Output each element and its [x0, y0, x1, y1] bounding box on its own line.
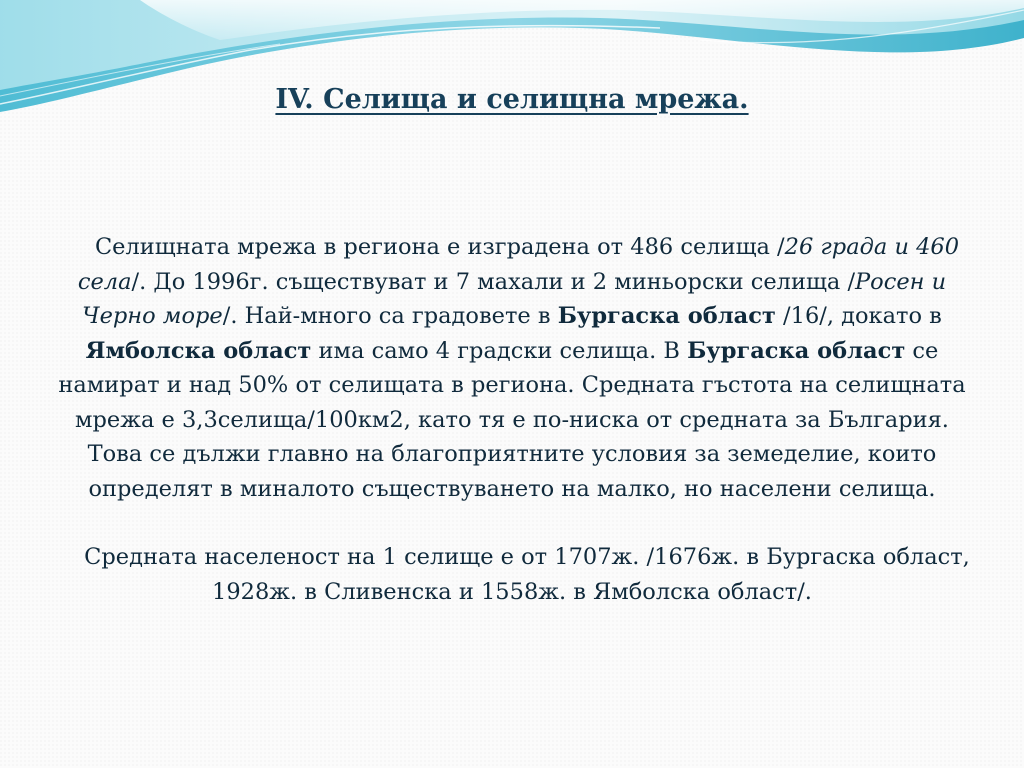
slide-body: [46, 230, 978, 609]
slide-title: IV. Селища и селищна мрежа.: [275, 84, 749, 115]
paragraph-average-population: Средната населеност на 1 селище е от 1707ж. /1676ж. в Бургаска област, 1928ж. в Сливенска и 1558ж. в Ямболска област/.: [84, 544, 970, 605]
paragraph-settlement-network: Селищната мрежа в региона е изградена от 486 селища /26 града и 460 села/. До 1996г. съществуват и 7 махали и 2 миньорски селища /Росен и Черно море/. Най-много са градовете в Бургаска област /16/, докато в Ямболска област има само 4 градски селища. В Бургаска област се намират и над 50% от селищата в региона. Средната гъстота на селищната мрежа е 3,3селища/100км2, като тя е по-ниска от средната за България. Това се дължи главно на благоприятните условия за земеделие, които определят в миналото съществуването на малко, но населени селища.: [58, 234, 966, 502]
